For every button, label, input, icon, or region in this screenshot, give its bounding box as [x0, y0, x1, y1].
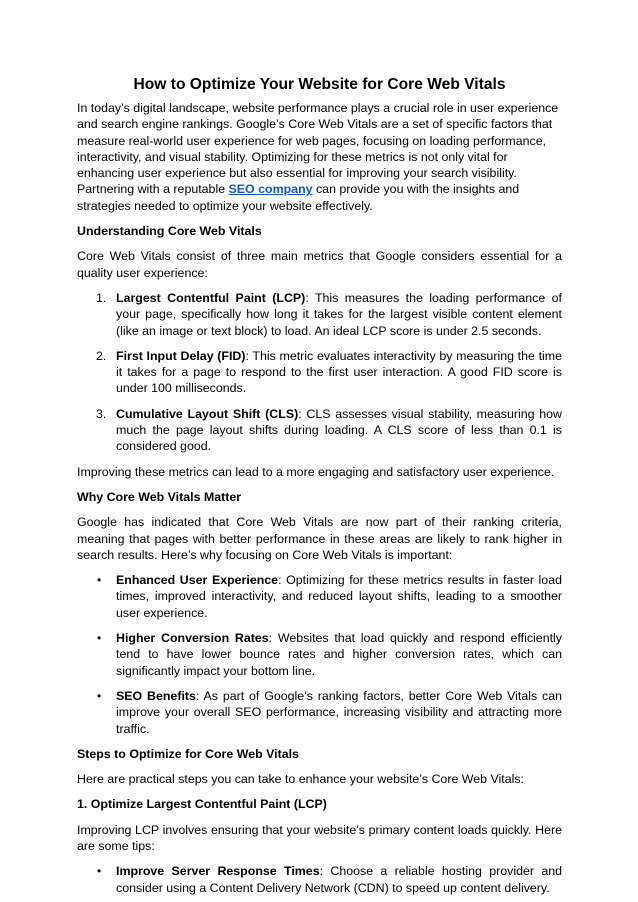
seo-company-link[interactable]: SEO company — [228, 182, 313, 197]
list-item — [77, 572, 562, 621]
list-item — [77, 290, 562, 339]
list-number: 1. — [96, 290, 107, 305]
intro-paragraph — [77, 100, 562, 214]
bullet-icon: • — [97, 864, 102, 879]
list-item-term: SEO Benefits — [116, 688, 196, 703]
bullet-icon: • — [97, 688, 102, 703]
list-item — [77, 688, 562, 737]
list-item — [77, 348, 562, 397]
metrics-list — [77, 290, 562, 455]
list-number: 3. — [96, 406, 107, 421]
list-item-term: Largest Contentful Paint (LCP) — [116, 290, 306, 305]
section-lead-why-matter: Google has indicated that Core Web Vitals are now part of their ranking criteria, meaning that pages with better performance in these areas are likely to rank higher in search results. Here’s why focusing on Core Web Vitals is important: — [77, 515, 562, 562]
section-heading-why-matter: Why Core Web Vitals Matter — [77, 489, 242, 504]
list-item-term: Higher Conversion Rates — [116, 631, 269, 646]
subsection-heading-lcp: 1. Optimize Largest Contentful Paint (LCP) — [77, 797, 327, 812]
list-item-text: : As part of Google’s ranking factors, better Core Web Vitals can improve your overall SEO performance, increasing visibility and attracting more traffic. — [116, 688, 562, 736]
list-item-text: : CLS assesses visual stability, measuring how much the page layout shifts during loading. A CLS score of less than 0.1 is considered good. — [116, 406, 563, 454]
list-item-term: Improve Server Response Times — [116, 864, 320, 879]
benefits-list — [77, 572, 562, 737]
list-item-term: Cumulative Layout Shift (CLS) — [116, 406, 299, 421]
section-heading-steps: Steps to Optimize for Core Web Vitals — [77, 746, 299, 761]
intro-text-after-link: can provide you with the insights and strategies needed to optimize your website effectively. — [77, 182, 520, 213]
list-item-text: : Choose a reliable hosting provider and consider using a Content Delivery Network (CDN) to speed up content delivery. — [116, 864, 562, 895]
list-item-text: : This metric evaluates interactivity by measuring the time it takes for a page to respond to the first user interaction. A good FID score is under 100 milliseconds. — [116, 348, 563, 396]
list-number: 2. — [96, 348, 107, 363]
page-title: How to Optimize Your Website for Core Web Vitals — [133, 76, 506, 93]
intro-text-before-link: In today’s digital landscape, website performance plays a crucial role in user experience and search engine rankings. Google’s Core Web Vitals are a set of specific factors that measure real-world user experience for web pages, focusing on loading performance, interactivity, and visual stability. Optimizing for these metrics is not only vital for enhancing user experience but also essential for improving your search visibility. Partnering with a reputable — [77, 101, 559, 197]
section-closing-understanding: Improving these metrics can lead to a more engaging and satisfactory user experience. — [77, 464, 555, 479]
bullet-icon: • — [97, 573, 102, 588]
bullet-icon: • — [97, 631, 102, 646]
lcp-tips-list — [77, 863, 562, 896]
section-lead-understanding: Core Web Vitals consist of three main metrics that Google considers essential for a quality user experience: — [77, 249, 562, 280]
list-item-text: : Websites that load quickly and respond efficiently tend to have lower bounce rates and higher conversion rates, which can significantly impact your bottom line. — [116, 631, 562, 678]
list-item-text: : Optimizing for these metrics results in faster load times, improved interactivity, and reduced layout shifts, leading to a smoother user experience. — [116, 573, 562, 620]
list-item — [77, 863, 562, 896]
list-item-term: Enhanced User Experience — [116, 573, 279, 588]
section-lead-steps: Here are practical steps you can take to enhance your website’s Core Web Vitals: — [77, 772, 524, 787]
list-item-text: : This measures the loading performance of your page, specifically how long it takes for the largest visible content element (like an image or text block) to load. An ideal LCP score is under 2.5 seconds. — [116, 290, 562, 338]
list-item — [77, 630, 562, 679]
list-item — [77, 406, 562, 455]
subsection-lead-lcp: Improving LCP involves ensuring that your website’s primary content loads quickly. Here are some tips: — [77, 822, 562, 853]
section-heading-understanding: Understanding Core Web Vitals — [77, 224, 262, 239]
list-item-term: First Input Delay (FID) — [116, 348, 246, 363]
